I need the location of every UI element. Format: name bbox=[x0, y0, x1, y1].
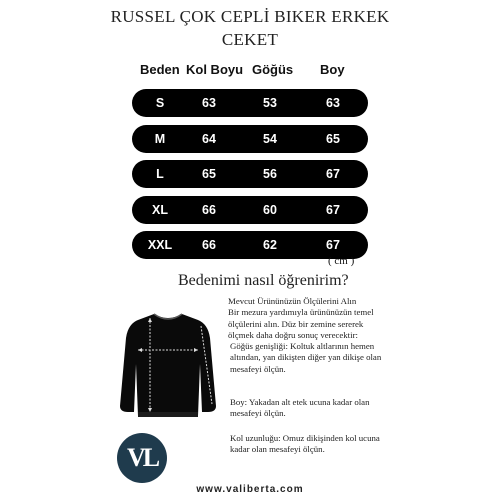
brand-url[interactable]: www.valiberta.com bbox=[196, 484, 304, 495]
size-cell: S bbox=[155, 96, 165, 110]
size-cell: XL bbox=[152, 203, 168, 217]
length-cell: 65 bbox=[326, 132, 340, 146]
header-size: Beden bbox=[140, 62, 180, 77]
chest-cell: 54 bbox=[263, 132, 277, 146]
length-cell: 63 bbox=[326, 96, 340, 110]
page-title-line2: CEKET bbox=[221, 30, 279, 49]
brand-logo-text: VL bbox=[126, 443, 158, 472]
length-cell: 67 bbox=[326, 203, 340, 217]
length-cell: 67 bbox=[326, 167, 340, 181]
guide-sleeve-text: Kol uzunluğu: Omuz dikişinden kol ucuna kadar olan mesafeyi ölçün. bbox=[230, 433, 380, 455]
guide-length-text: Boy: Yakadan alt etek ucuna kadar olan mesafeyi ölçün. bbox=[230, 397, 370, 419]
header-chest: Göğüs bbox=[252, 62, 294, 77]
sleeve-cell: 66 bbox=[202, 203, 216, 217]
length-cell: 67 bbox=[326, 238, 340, 252]
table-row bbox=[132, 160, 368, 188]
size-cell: XXL bbox=[147, 238, 173, 252]
sleeve-cell: 64 bbox=[202, 132, 216, 146]
chest-cell: 56 bbox=[263, 167, 277, 181]
guide-title: Bedenimi nasıl öğrenirim? bbox=[178, 272, 349, 289]
table-row bbox=[132, 196, 368, 224]
page-title-line1: RUSSEL ÇOK CEPLİ BIKER ERKEK bbox=[110, 7, 390, 26]
size-cell: M bbox=[154, 132, 166, 146]
header-sleeve: Kol Boyu bbox=[186, 62, 244, 77]
brand-logo-icon bbox=[117, 433, 167, 483]
table-row bbox=[132, 89, 368, 117]
guide-paragraph-1: Mevcut Ürününüzün Ölçülerini Alın Bir mezura yardımıyla ürününüzün temel ölçülerini alın. Düz bir zemine sererek ölçmek daha doğru sonuç verecektir: bbox=[228, 296, 374, 340]
sleeve-cell: 63 bbox=[202, 96, 216, 110]
sweater-measurement-icon bbox=[118, 308, 218, 423]
table-row bbox=[132, 125, 368, 153]
unit-label: ( cm ) bbox=[328, 255, 355, 267]
size-cell: L bbox=[156, 167, 164, 181]
chest-cell: 53 bbox=[263, 96, 277, 110]
chest-cell: 62 bbox=[263, 238, 277, 252]
chest-cell: 60 bbox=[263, 203, 277, 217]
header-length: Boy bbox=[320, 62, 345, 77]
sleeve-cell: 66 bbox=[202, 238, 216, 252]
guide-chest-text: Göğüs genişliği: Koltuk altlarının hemen altından, yan dikişten diğer yan dikişe olan mesafeyi ölçün. bbox=[230, 341, 382, 374]
sleeve-cell: 65 bbox=[202, 167, 216, 181]
